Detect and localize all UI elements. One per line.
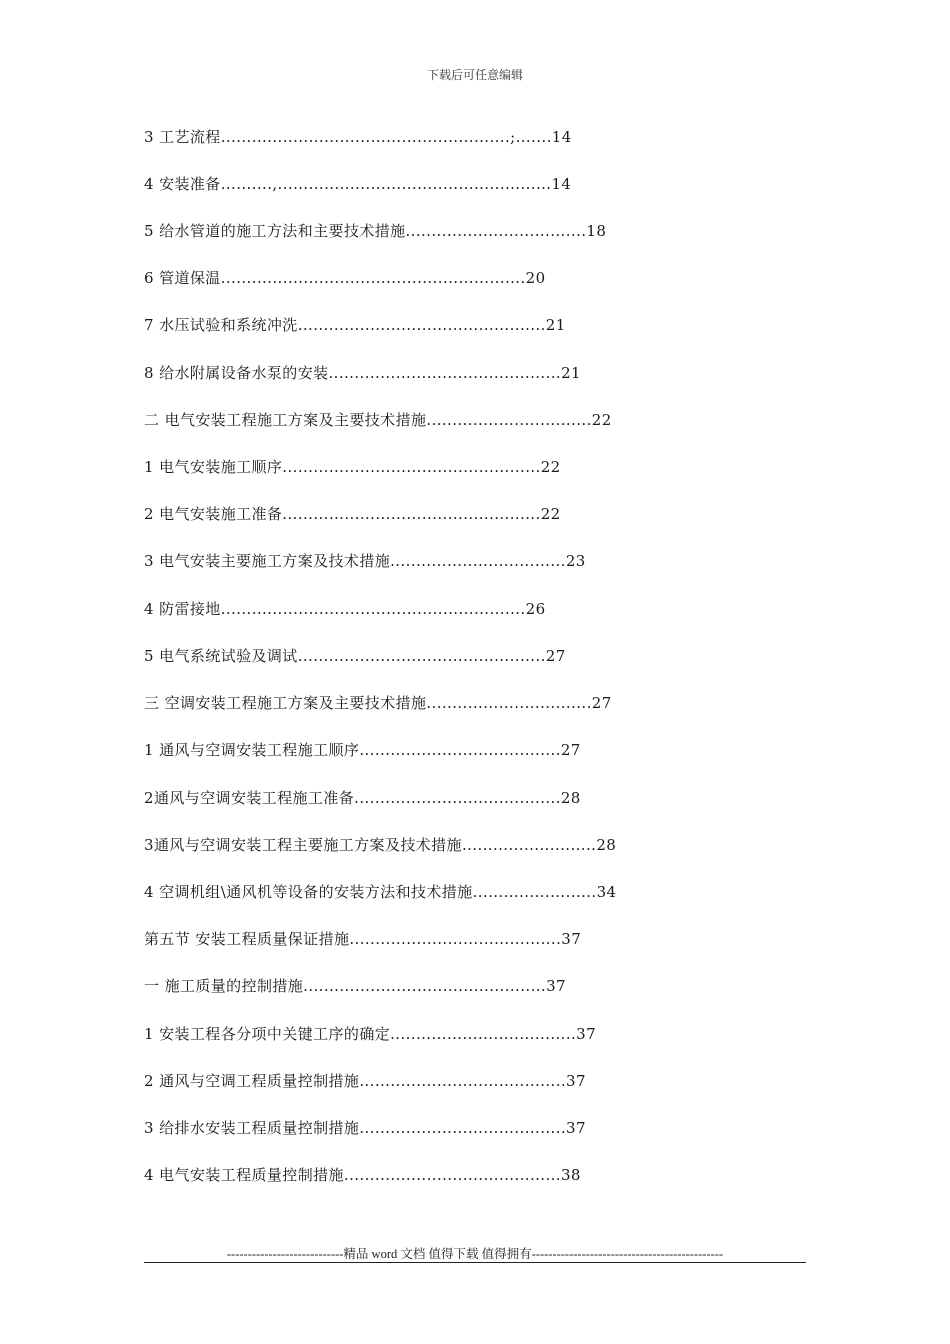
- toc-entry: 4 电气安装工程质量控制措施..........................................38: [144, 1166, 581, 1184]
- toc-entry: 5 给水管道的施工方法和主要技术措施...................................18: [144, 222, 607, 240]
- toc-entry: 二 电气安装工程施工方案及主要技术措施................................22: [144, 411, 612, 429]
- toc-entry: 4 安装准备..........,.....................................................14: [144, 175, 572, 193]
- toc-entry: 7 水压试验和系统冲洗................................................21: [144, 316, 566, 334]
- toc-entry: 2 通风与空调工程质量控制措施........................................37: [144, 1072, 586, 1090]
- toc-entry: 1 通风与空调安装工程施工顺序.......................................27: [144, 741, 581, 759]
- toc-entry: 4 空调机组\通风机等设备的安装方法和技术措施........................34: [144, 883, 617, 901]
- toc-entry: 三 空调安装工程施工方案及主要技术措施................................27: [144, 694, 612, 712]
- toc-entry: 2通风与空调安装工程施工准备........................................28: [144, 789, 581, 807]
- toc-entry: 1 安装工程各分项中关键工序的确定....................................37: [144, 1025, 597, 1043]
- toc-entry: 3 工艺流程........................................................;.......14: [144, 128, 572, 146]
- toc-entry: 3 电气安装主要施工方案及技术措施..................................23: [144, 552, 586, 570]
- footer-divider: [144, 1262, 806, 1263]
- toc-entry: 1 电气安装施工顺序..................................................22: [144, 458, 561, 476]
- toc-entry: 8 给水附属设备水泵的安装.............................................21: [144, 364, 581, 382]
- toc-entry: 第五节 安装工程质量保证措施.........................................37: [144, 930, 582, 948]
- toc-entry: 3 给排水安装工程质量控制措施........................................37: [144, 1119, 586, 1137]
- toc-entry: 3通风与空调安装工程主要施工方案及技术措施..........................28: [144, 836, 617, 854]
- toc-entry: 4 防雷接地...........................................................26: [144, 600, 546, 618]
- toc-entry: 2 电气安装施工准备..................................................22: [144, 505, 561, 523]
- toc-entry: 5 电气系统试验及调试................................................27: [144, 647, 566, 665]
- page-footer: ----------------------------精品 word 文档 值得下载 值得拥有----------------------------------------------: [226, 1247, 724, 1261]
- toc-entry: 6 管道保温...........................................................20: [144, 269, 546, 287]
- toc-entry: 一 施工质量的控制措施...............................................37: [144, 977, 566, 995]
- page-header: 下载后可任意编辑: [426, 68, 523, 82]
